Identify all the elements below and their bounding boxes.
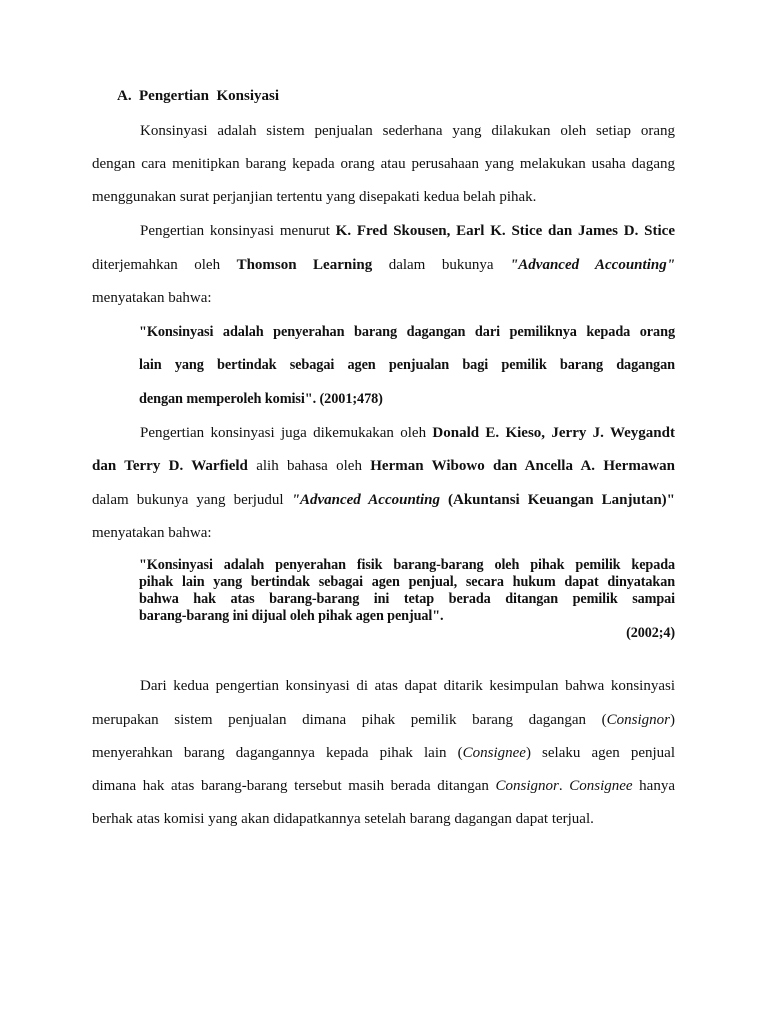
translator-name: Thomson Learning [236, 257, 373, 273]
term-consignee: Consignee [569, 778, 633, 794]
paragraph-1-line-1: Konsinyasi adalah sistem penjualan sederhana yang dilakukan oleh setiap orang [140, 123, 675, 139]
text: diterjemahkan [92, 257, 178, 273]
paragraph-1-line-3: menggunakan surat perjanjian tertentu yang disepakati kedua belah pihak. [92, 189, 537, 205]
paragraph-3-line-4: menyatakan bahwa: [92, 525, 212, 541]
text: merupakan sistem penjualan dimana pihak pemilik barang dagangan ( [92, 712, 607, 728]
paragraph-4-line-5: berhak atas komisi yang akan didapatkannya setelah barang dagangan dapat terjual. [92, 811, 594, 827]
author-names: Donald E. Kieso, Jerry J. Weygandt [432, 425, 675, 441]
paragraph-4-line-4 [92, 777, 675, 795]
text: dalam [388, 257, 426, 273]
quote-2-citation: (2002;4) [626, 625, 675, 641]
quote-1-line-3: dengan memperoleh komisi". (2001;478) [139, 391, 383, 407]
text: hanya [632, 778, 675, 794]
paragraph-4-line-3 [92, 744, 675, 762]
paragraph-2-line-1 [140, 222, 675, 240]
text: Pengertian konsinyasi menurut [140, 223, 336, 239]
paragraph-3-line-3 [92, 491, 675, 509]
quote-2-line-1: "Konsinyasi adalah penyerahan fisik barang-barang oleh pihak pemilik kepada [139, 557, 675, 573]
paragraph-2-line-3: menyatakan bahwa: [92, 290, 212, 306]
book-title: "Advanced Accounting [291, 492, 440, 508]
quote-2-line-4: barang-barang ini dijual oleh pihak agen penjual". [139, 608, 444, 624]
quote-1-line-2: lain yang bertindak sebagai agen penjualan bagi pemilik barang dagangan [139, 357, 675, 373]
text: menyerahkan barang dagangannya kepada pihak lain ( [92, 745, 463, 761]
text: dimana hak atas barang-barang tersebut masih berada ditangan [92, 778, 496, 794]
quote-1-line-1: "Konsinyasi adalah penyerahan barang dagangan dari pemiliknya kepada orang [139, 324, 675, 340]
text: alih bahasa oleh [256, 458, 371, 474]
text: dalam bukunya yang berjudul [92, 492, 292, 508]
quote-2-line-3: bahwa hak atas barang-barang ini tetap berada ditangan pemilik sampai [139, 591, 675, 607]
text: Pengertian konsinyasi juga dikemukakan oleh [140, 425, 433, 441]
text: bukunya [441, 257, 494, 273]
author-names: K. Fred Skousen, Earl K. Stice dan James D. Stice [335, 223, 675, 239]
text: ) selaku agen penjual [525, 745, 676, 761]
paragraph-4-line-2 [92, 711, 675, 729]
book-title: "Advanced Accounting" [509, 257, 676, 273]
author-names: dan Terry D. Warfield [92, 458, 248, 474]
section-title: Pengertian Konsiyasi [139, 88, 280, 104]
text: ) [670, 712, 675, 728]
paragraph-3-line-1 [140, 424, 675, 442]
section-heading [117, 88, 279, 105]
term-consignor: Consignor [495, 778, 559, 794]
paragraph-4-line-1: Dari kedua pengertian konsinyasi di atas dapat ditarik kesimpulan bahwa konsinyasi [140, 678, 675, 694]
paragraph-1-line-2: dengan cara menitipkan barang kepada orang atau perusahaan yang melakukan usaha dagang [92, 156, 675, 172]
book-subtitle: (Akuntansi Keuangan Lanjutan)" [448, 492, 675, 508]
section-number: A. [117, 88, 132, 104]
quote-2-line-2: pihak lain yang bertindak sebagai agen penjual, secara hukum dapat dinyatakan [139, 574, 675, 590]
term-consignee: Consignee [462, 745, 526, 761]
paragraph-3-line-2 [92, 457, 675, 475]
text: . [558, 778, 570, 794]
paragraph-2-line-2 [92, 256, 675, 274]
text: oleh [194, 257, 221, 273]
term-consignor: Consignor [606, 712, 670, 728]
translator-names: Herman Wibowo dan Ancella A. Hermawan [370, 458, 675, 474]
